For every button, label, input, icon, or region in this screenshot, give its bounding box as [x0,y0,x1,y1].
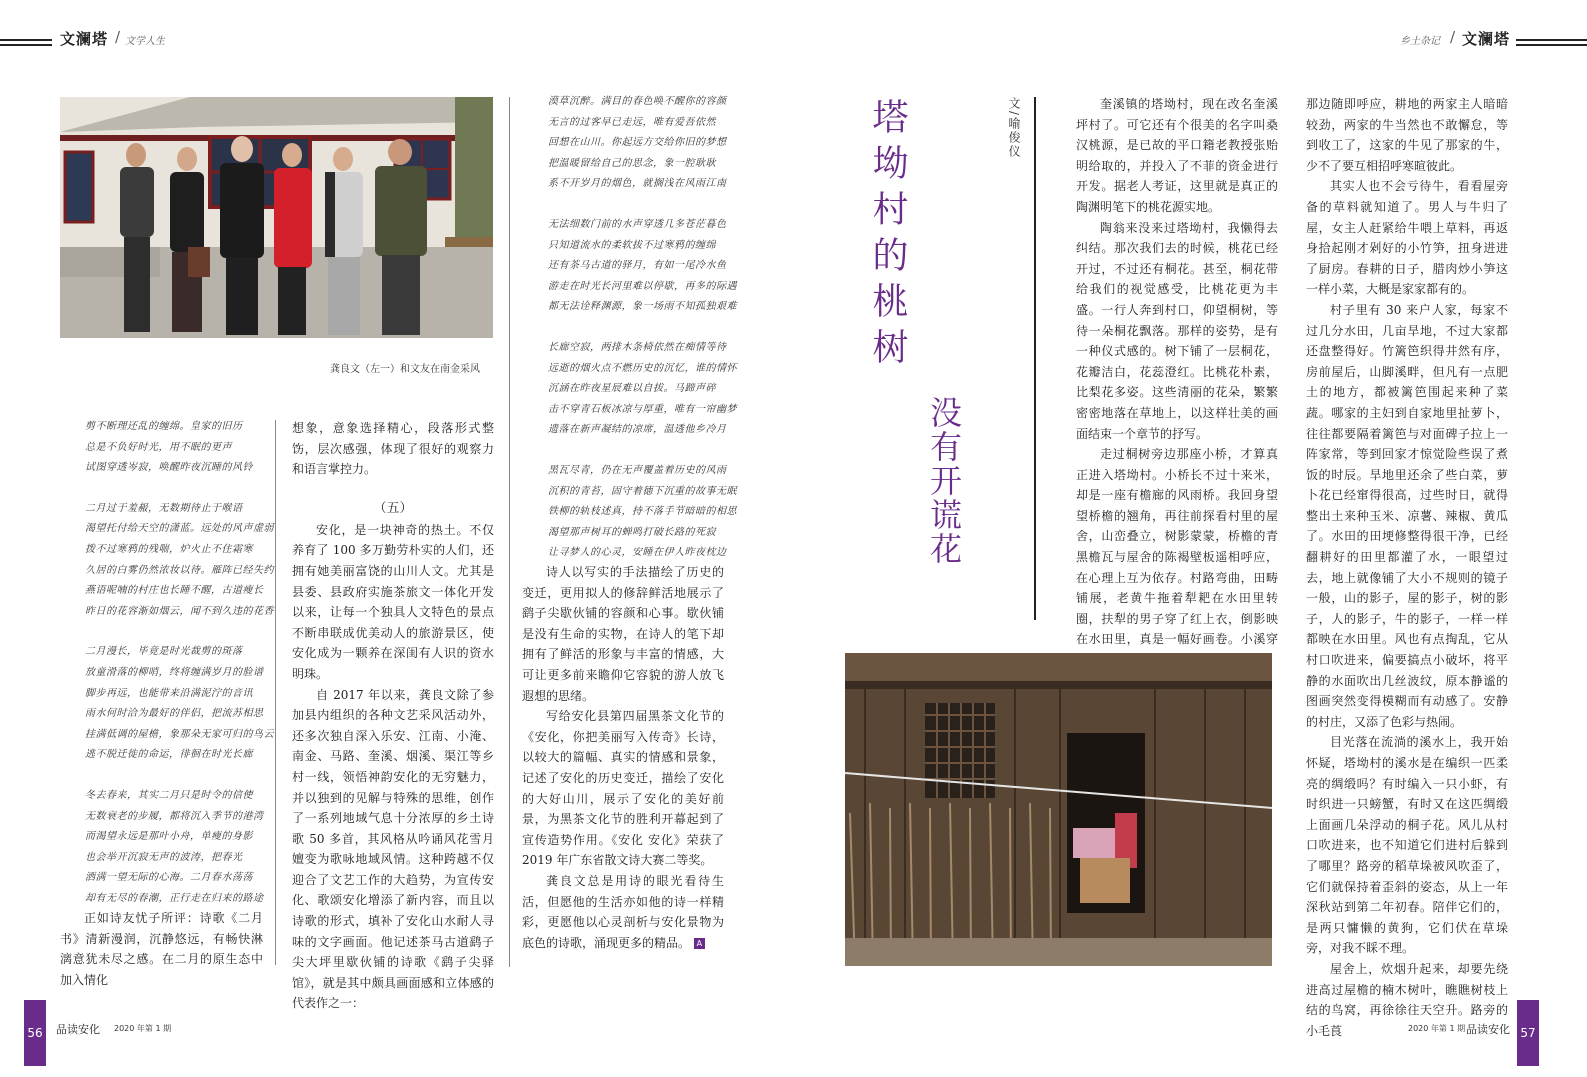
poem-line: 黑瓦尽青，仍在无声覆盖着历史的风雨 [548,464,727,476]
paragraph: 自 2017 年以来，龚良文除了参加县内组织的各种文艺采风活动外，还多次独自深入乐安、江南、小淹、南金、马路、奎溪、烟溪、渠江等乡村一线，领悟神韵安化的无穷魅力，并以独到的见解与特殊的思维，创作了一系列地域气息十分浓厚的乡土诗歌 50 多首，其风格从吟诵风花雪月嬗变为歌咏地域风情。这种跨越不仅迎合了文艺工作的大趋势，为宣传安化、歌颂安化增添了新内容，而且以诗歌的形式，填补了安化山水耐人寻味的文字画面。他记述茶马古道鹞子尖大坪里歇伙铺的诗歌《鹞子尖驿馆》，就是其中颇具画面感和立体感的代表作之一： [292,687,494,1011]
poem-line: 试图穿透岑寂，唤醒昨夜沉睡的风铃 [85,462,253,474]
poem-stanza [85,417,275,479]
footer-magazine-right: 品读安化 [1466,1023,1510,1036]
poem-line: 脚步再远，也能带来沿满泥泞的音讯 [85,687,253,699]
header-rule-left [0,39,52,41]
footer-issue-right: 2020 年第 1 期 [1408,1024,1466,1033]
footer-issue-left: 2020 年第 1 期 [114,1024,172,1033]
article-subtitle: 没有开谎花 [925,396,963,566]
wooden-house-photo [845,653,1272,966]
header-rule-left-2 [0,44,52,46]
paragraph [522,871,724,953]
poem-line: 逃不脱迁徙的命运，徘徊在时光长廊 [85,749,253,761]
poem-line: 燕语呢喃的村庄也长睡不醒，古道瘦长 [85,585,264,597]
poem-stanza [85,642,275,766]
header-left-slash: / [115,28,121,46]
poem-er-yue-shu [85,417,275,929]
paragraph: 诗人以写实的手法描绘了历史的变迁，更用拟人的修辞鲜活地展示了鹞子尖歇伙铺的容颜和心事。歇伙铺是没有生命的实物，在诗人的笔下却拥有了鲜活的形象与丰富的情感，大可让更多前来瞻仰它容貌的游人放飞遐想的思绪。 [522,565,724,703]
header-right-subtitle: 乡土杂记 [1400,36,1440,47]
footer-magazine-left: 品读安化 [56,1023,100,1036]
poem-line: 雨水何时洽为最好的伴侣，把流苏相思 [85,708,264,720]
column-3 [522,562,724,953]
poem-line: 渴望托付给天空的潇蓝。远处的风声虚弱 [85,523,274,535]
paragraph-text: 龚良文总是用诗的眼光看待生活，但愿他的生活亦如他的诗一样精彩，更愿他以心灵剖析与安化景物为底色的诗歌，涌现更多的精品。 [522,873,724,950]
paragraph: 正如诗友忧子所评：诗歌《二月书》清新漫润，沉静悠远，有畅快淋漓意犹未尽之感。在二月的原生态中加入情化 [60,911,263,987]
header-left-title: 文澜塔 [60,30,109,48]
poem-line: 无法细数门前的水声穿透几多苍茫暮色 [548,218,727,230]
poem-line: 二月过于羞赧，无数期待止于喉语 [85,502,243,514]
poem-stanza [548,338,737,441]
poem-stanza [85,499,275,623]
poem-line: 而渴望永远是那叶小舟，单瘦的身影 [85,831,253,843]
column-divider [275,420,276,965]
poem-line: 沉涵在昨夜星辰难以自拔。马蹄声碎 [548,383,716,395]
poem-line: 总是不负好时光，用不眠的更声 [85,441,232,453]
article-author: 文/喻俊仪 [1007,97,1021,160]
end-mark-badge: A [694,938,705,949]
poem-line: 渴望那声树耳的蝉鸣打破长路的死寂 [548,526,716,538]
paragraph: 其实人也不会亏待牛，看看屋旁备的草料就知道了。男人与牛归了屋，女主人赶紧给牛喂上草料，再返身拾起刚才剁好的小竹笋，扭身进进了厨房。春耕的日子，腊肉炒小笋这一样小菜，大概是家家都有的。 [1306,179,1508,297]
section-heading: （五） [373,500,413,516]
header-right-title: 文澜塔 [1462,30,1511,48]
group-photo-caption: 龚良文（左一）和文友在南金采风 [330,364,480,375]
column-divider [509,97,510,967]
column-2 [292,418,494,1014]
poem-line: 击不穿青石板冰凉与厚重，唯有一帘幽梦 [548,403,737,415]
poem-line: 远逝的烟火点不燃历史的沉忆，谁的情怀 [548,362,737,374]
poem-line: 让寻梦人的心灵，安睡在伊人昨夜枕边 [548,547,727,559]
poem-line: 也会举开沉寂无声的波涛，把春光 [85,851,243,863]
paragraph: 奎溪镇的塔坳村，现在改名奎溪坪村了。可它还有个很美的名字叫桑汉桃源，是已故的平口籍老教授张贻明给取的，并投入了不菲的资金进行开发。据老人考证，这里就是真正的陶渊明笔下的桃花源实地。 [1076,97,1278,214]
column-5 [1306,94,1508,1041]
paragraph: 陶翁来没来过塔坳村，我懒得去纠结。那次我们去的时候，桃花已经开过，不过还有桐花。甚至，桐花带给我们的视觉感受，比桃花更为丰盛。一行人奔到村口，仰望桐树，等待一朵桐花飘落。那样的姿势，是有一种仪式感的。树下铺了一层桐花，花瓣洁白，花蕊澄红。比桃花朴素，比梨花多姿。这些清丽的花朵，繁繁密密地落在草地上，以这样壮美的画面结束一个章节的抒写。 [1076,220,1278,441]
article-title: 塔坳村的桃树 [867,98,908,374]
poem-line: 回想在山川。你起远方交给你旧的梦想 [548,137,727,149]
group-photo [60,97,493,338]
page-number-right: 57 [1517,1000,1539,1066]
poem-yao-zi-jian [548,92,737,584]
poem-line: 却有无尽的春潮，正行走在归来的路途 [85,892,264,904]
column-4 [1076,94,1278,671]
header-rule-right [1516,39,1587,41]
poem-line: 二月漫长，毕竟是时光裁剪的斑落 [85,646,243,658]
header-left-subtitle: 文学人生 [125,36,165,47]
paragraph: 目光落在流淌的溪水上，我开始怀疑，塔坳村的溪水是在编织一匹柔亮的绸缎吗？有时编入一只小虾，有时织进一只螃蟹，有时又在这匹绸缎上面画几朵浮动的桐子花。风儿从村口吹进来，也不知道它们进村后躲到了哪里？路旁的稻草垛被风吹歪了，它们就保持着歪斜的姿态，从上一年深秋站到第二年初春。陪伴它们的，是两只慵懒的黄狗，它们伏在草垛旁，对我不睬不理。 [1306,735,1508,956]
poem-line: 无言的过客早已走远，唯有爱吾依然 [548,116,716,128]
poem-line: 挂满低调的屋檐，象那朵无家可归的鸟云 [85,728,274,740]
title-divider [1034,97,1036,620]
poem-line: 遗落在新声凝结的凉席，温透他乡冷月 [548,424,727,436]
poem-line: 洒满一望无际的心海。二月春水荡荡 [85,872,253,884]
poem-line: 只知道流水的柔软拔不过寒鸦的缠绵 [548,239,716,251]
poem-line: 放童滑落的柳哨，终将缠满岁月的脸谱 [85,666,264,678]
paragraph: 走过桐树旁边那座小桥，才算真正进入塔坳村。小桥长不过十来米，却是一座有檐廊的风雨桥。我回身望望桥檐的翘角，再往前探看村里的屋舍，山峦叠立，树影蒙蒙，桥檐的青黑檐瓦与屋舍的陈褐壁板遥相呼应，在心理上互为依存。村路弯曲，田畴铺展，老黄牛拖着犁耙在水田里转圈，扶犁的男子穿了红上衣，倒影映在水田里，真是一幅好画卷。小溪穿 [1076,447,1278,647]
page-number-left: 56 [24,1000,46,1066]
poem-line: 昨日的花容渐如烟云，闻不到久违的花香 [85,605,274,617]
left-bottom-paragraph [60,908,263,990]
poem-line: 都无法诠释渊源，象一场雨不知孤独艰难 [548,301,737,313]
header-right-slash: / [1450,28,1456,46]
poem-line: 游走在时光长河里难以停歇，再多的际遇 [548,280,737,292]
poem-line: 久居的白雾仍然浓妆以待。雁阵已经失约 [85,564,274,576]
poem-line: 无数衰老的步履，都将沉入季节的港湾 [85,810,264,822]
poem-stanza [548,215,737,318]
poem-line: 铁柳的轨枝述真，持不落手节暗暗的相思 [548,506,737,518]
poem-stanza [85,786,275,910]
poem-stanza [548,461,737,564]
header-rule-right-2 [1516,44,1587,46]
paragraph: 那边随即呼应，耕地的两家主人暗暗较劲，两家的牛当然也不敢懈怠，等到收工了，这家的牛见了那家的牛，少不了要互相招呼寒暄彼此。 [1306,97,1508,173]
paragraph: 写给安化县第四届黑茶文化节的《安化，你把美丽写入传奇》长诗，以较大的篇幅、真实的情感和景象，记述了安化的历史变迁，描绘了安化的大好山川，展示了安化的美好前景，为黑茶文化节的胜利开幕起到了宣传造势作用。《安化 安化》荣获了 2019 年广东省散文诗大赛二等奖。 [522,709,724,868]
poem-line: 系不开岁月的烟色，就搁浅在风雨江南 [548,178,727,190]
poem-line: 剪不断理还乱的缠绵。皇家的旧历 [85,421,243,432]
poem-stanza [548,92,728,195]
poem-line: 把温暖留给自己的思念，象一腔耿耿 [548,157,716,169]
paragraph: 安化，是一块神奇的热土。不仅养育了 100 多万勤劳朴实的人们，还拥有她美丽富饶的山川人文。尤其是县委、县政府实施茶旅文一体化开发以来，让每一个独具人文特色的景点不断串联成优美动人的旅游景区，使安化成为一颗养在深闺有人识的资水明珠。 [292,522,494,681]
poem-line: 冬去春来，其实二月只是时令的信使 [85,789,253,801]
poem-line: 拨不过寒鸦的残喘，炉火止不住霜寒 [85,543,253,555]
paragraph: 村子里有 30 来户人家，每家不过几分水田，几亩旱地，不过大家都还盘整得好。竹篱笆织得井然有序，房前屋后，山脚溪畔，但凡有一点肥土的地方，都被篱笆围起来种了菜蔬。哪家的主妇到自家地里扯萝卜，往往都要隔着篱笆与对面碑子拉上一阵家常，等到回家才惊觉险些误了煮饭的时辰。旱地里还余了些白菜，萝卜花已经窜得很高，过些时日，就得整出土来种玉米、凉薯、辣椒、黄瓜了。水田的田埂修整得很干净，已经翻耕好的田里都灌了水，一眼望过去，地上就像铺了大小不规则的镜子一般，山的影子，屋的影子，树的影子，人的影子，牛的影子，一样一样都映在水田里。风也有点掏乱，它从村口吹进来，偏要搞点小破坏，将平静的水面吹出几丝波纹，原本静谧的图画突然变得模糊而有动感了。安静的村庄，又添了色彩与热闹。 [1306,302,1508,729]
poem-line: 长廊空寂，两排木条椅依然在痴情等待 [548,341,727,353]
poem-line: 沉积的青苔，固守着德下沉重的故事无眠 [548,485,737,497]
poem-line: 还有茶马古道的驿月，有如一尾冷水鱼 [548,260,727,272]
paragraph: 想象，意象选择精心，段落形式整饬，层次感强，体现了很好的观察力和语言掌控力。 [292,421,494,477]
poem-line: 漠草沉醉。满目的春色唤不醒你的容颜 [548,96,727,107]
paragraph: 屋舍上，炊烟升起来，却要先绕进高过屋檐的楠木树叶，瞧瞧树枝上结的鸟窝，再徐徐往天空升。路旁的小毛莨 [1306,961,1508,1038]
